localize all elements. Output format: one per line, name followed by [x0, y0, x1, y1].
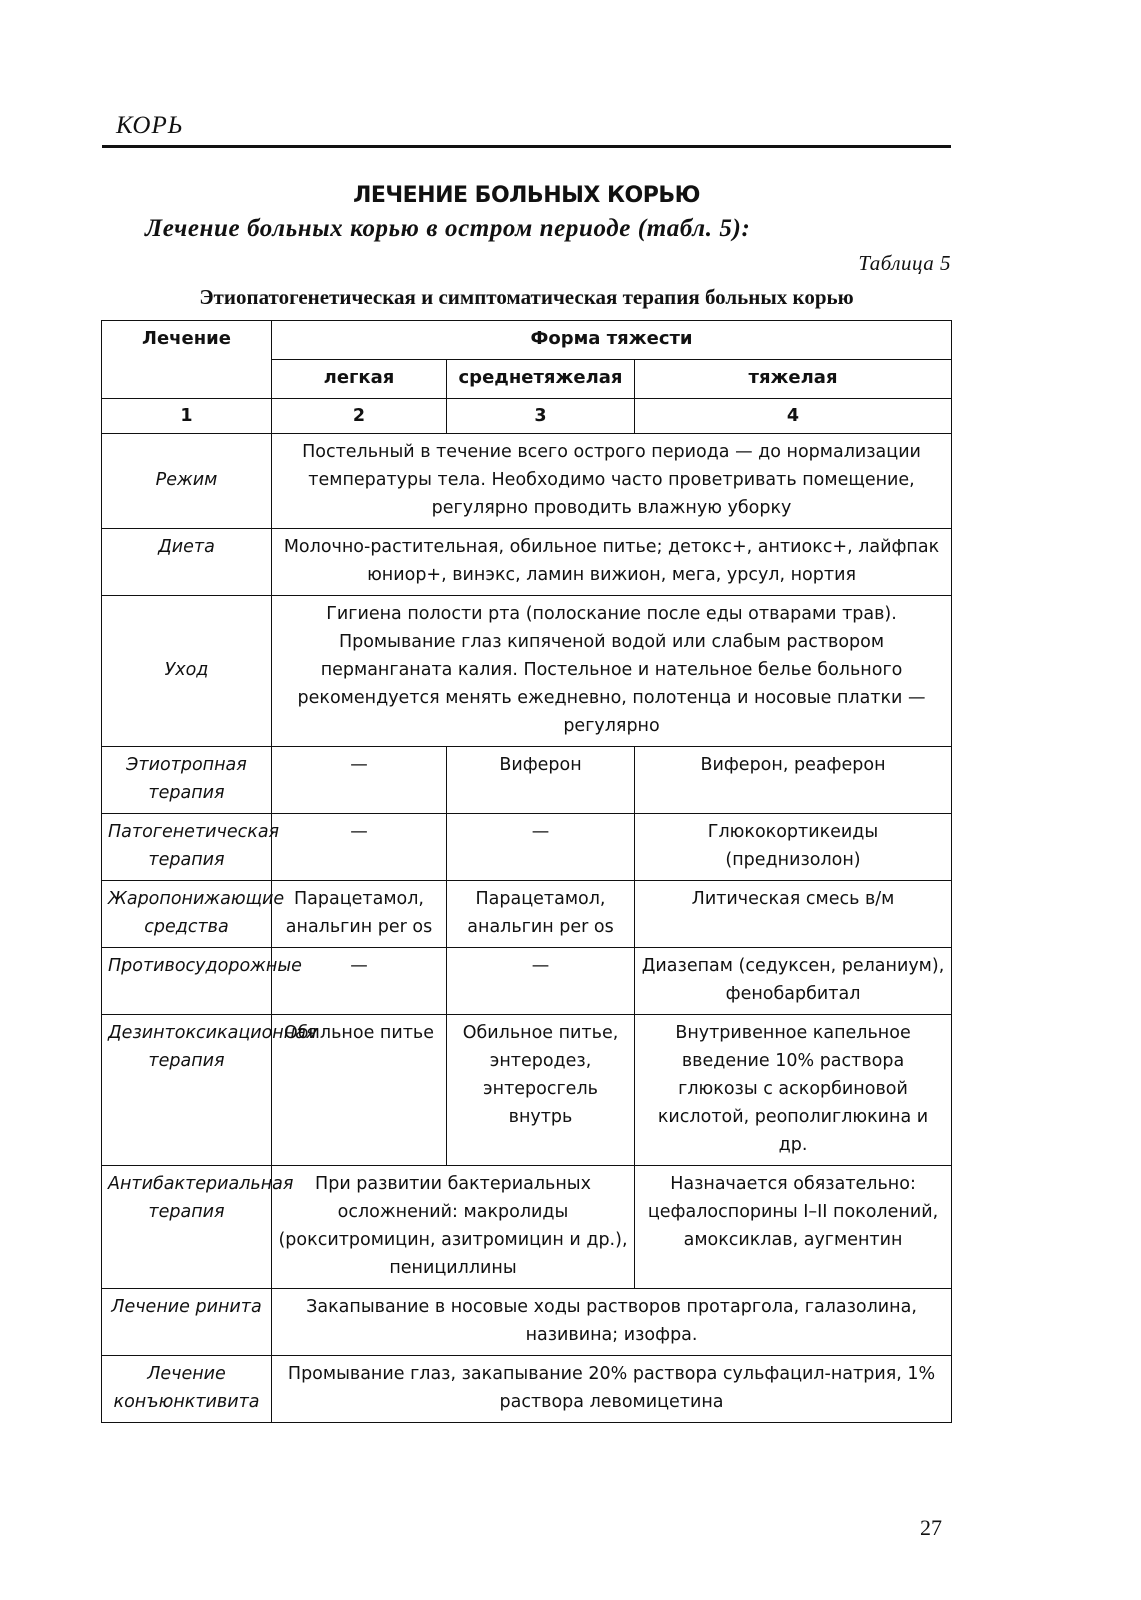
header-treatment: Лечение	[102, 321, 272, 399]
table-row	[102, 747, 952, 814]
table-row	[102, 1356, 952, 1423]
rhinitis-text: Закапывание в носовые ходы растворов протаргола, галазолина, називина; изофра.	[272, 1289, 952, 1356]
row-label-regime: Режим	[102, 434, 272, 529]
anticonvulsant-severe: Диазепам (седуксен, реланиум), фенобарбитал	[635, 948, 952, 1015]
table-row	[102, 1015, 952, 1166]
row-label-conjunctivitis: Лечение конъюнктивита	[102, 1356, 272, 1423]
table-row	[102, 881, 952, 948]
table-row	[102, 434, 952, 529]
detox-moderate: Обильное питье, энтеродез, энтеросгель внутрь	[447, 1015, 635, 1166]
header-rule	[102, 145, 951, 148]
row-label-antibacterial: Антибактериальная терапия	[102, 1166, 272, 1289]
table-row	[102, 814, 952, 881]
antibacterial-mild-moderate: При развитии бактериальных осложнений: макролиды (рокситромицин, азитромицин и др.), пенициллины	[272, 1166, 635, 1289]
therapy-table	[101, 320, 952, 1423]
antipyretic-severe: Литическая смесь в/м	[635, 881, 952, 948]
section-subtitle: Лечение больных корью в остром периоде (табл. 5):	[145, 215, 751, 242]
detox-mild: Обильное питье	[272, 1015, 447, 1166]
antibacterial-severe: Назначается обязательно: цефалоспорины I–II поколений, амоксиклав, аугментин	[635, 1166, 952, 1289]
care-text: Гигиена полости рта (полоскание после еды отварами трав). Промывание глаз кипяченой водой или слабым раствором перманганата калия. Постельное и нательное белье больного рекомендуется менять ежедневно, полотенца и носовые платки — регулярно	[272, 596, 952, 747]
column-number: 3	[447, 399, 635, 434]
header-mild: легкая	[272, 360, 447, 399]
row-label-etiotropic: Этиотропная терапия	[102, 747, 272, 814]
header-moderate: среднетяжелая	[447, 360, 635, 399]
anticonvulsant-moderate: —	[447, 948, 635, 1015]
row-label-care: Уход	[102, 596, 272, 747]
diet-text: Молочно-растительная, обильное питье; детокс+, антиокс+, лайфпак юниор+, винэкс, ламин вижион, мега, урсул, нортия	[272, 529, 952, 596]
row-label-rhinitis: Лечение ринита	[102, 1289, 272, 1356]
column-number: 4	[635, 399, 952, 434]
table-caption: Этиопатогенетическая и симптоматическая терапия больных корью	[199, 285, 854, 309]
header-severity: Форма тяжести	[272, 321, 952, 360]
column-number-row	[102, 399, 952, 434]
table-label: Таблица 5	[858, 251, 951, 275]
running-head: КОРЬ	[116, 112, 184, 139]
row-label-pathogenetic: Патогенетическая терапия	[102, 814, 272, 881]
header-severe: тяжелая	[635, 360, 952, 399]
table-row	[102, 948, 952, 1015]
row-label-diet: Диета	[102, 529, 272, 596]
regime-text: Постельный в течение всего острого периода — до нормализации температуры тела. Необходимо часто проветривать помещение, регулярно проводить влажную уборку	[272, 434, 952, 529]
row-label-detox: Дезинтоксикационная терапия	[102, 1015, 272, 1166]
etiotropic-mild: —	[272, 747, 447, 814]
table-row	[102, 1289, 952, 1356]
anticonvulsant-mild: —	[272, 948, 447, 1015]
pathogenetic-moderate: —	[447, 814, 635, 881]
table-row	[102, 1166, 952, 1289]
table-row	[102, 529, 952, 596]
etiotropic-moderate: Виферон	[447, 747, 635, 814]
column-number: 1	[102, 399, 272, 434]
etiotropic-severe: Виферон, реаферон	[635, 747, 952, 814]
antipyretic-mild: Парацетамол, анальгин per os	[272, 881, 447, 948]
pathogenetic-mild: —	[272, 814, 447, 881]
table-row	[102, 596, 952, 747]
row-label-anticonvulsant: Противосудорожные	[102, 948, 272, 1015]
detox-severe: Внутривенное капельное введение 10% раствора глюкозы с аскорбиновой кислотой, реополиглюкина и др.	[635, 1015, 952, 1166]
section-title: ЛЕЧЕНИЕ БОЛЬНЫХ КОРЬЮ	[353, 183, 700, 208]
pathogenetic-severe: Глюкокортикеиды (преднизолон)	[635, 814, 952, 881]
conjunctivitis-text: Промывание глаз, закапывание 20% раствора сульфацил-натрия, 1% раствора левомицетина	[272, 1356, 952, 1423]
table-header-row	[102, 321, 952, 360]
column-number: 2	[272, 399, 447, 434]
antipyretic-moderate: Парацетамол, анальгин per os	[447, 881, 635, 948]
page-number: 27	[920, 1515, 942, 1540]
row-label-antipyretic: Жаропонижающие средства	[102, 881, 272, 948]
